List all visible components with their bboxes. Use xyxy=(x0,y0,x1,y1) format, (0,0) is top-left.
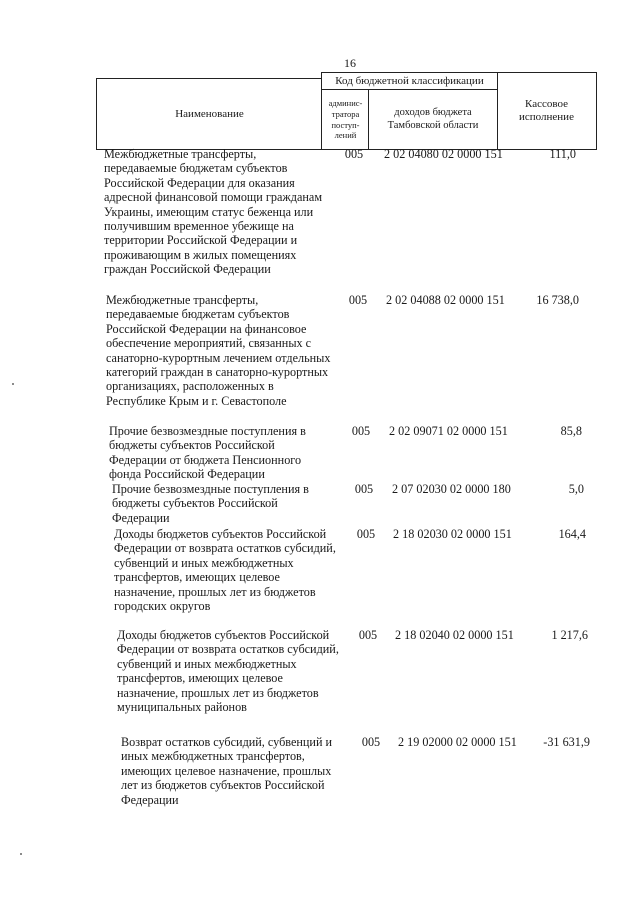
row-admin-code: 005 xyxy=(358,628,378,642)
header-income: доходов бюджета Тамбовской области xyxy=(368,89,498,150)
header-administrator: админис-тратора поступ-лений xyxy=(321,89,369,150)
scan-speck xyxy=(12,383,14,385)
page-number: 16 xyxy=(344,56,356,70)
row-name: Межбюджетные трансферты, передаваемые бюджетам субъектов Российской Федерации на финансовое обеспечение мероприятий, связанных с санаторно-курортным лечением отдельных категорий граждан в санаторно-курортных организациях, расположенных в Республике Крым и г. Севастополе xyxy=(106,293,331,408)
header-execution: Кассовое исполнение xyxy=(497,72,597,150)
row-income-code: 2 02 04080 02 0000 151 xyxy=(384,147,503,161)
row-amount: 111,0 xyxy=(549,147,576,161)
header-classification-group: Код бюджетной классификации xyxy=(321,72,498,90)
row-income-code: 2 18 02030 02 0000 151 xyxy=(393,527,512,541)
row-name: Доходы бюджетов субъектов Российской Федерации от возврата остатков субсидий, субвенций и иных межбюджетных трансфертов, имеющих целевое назначение, прошлых лет из бюджетов городских округов xyxy=(114,527,336,614)
row-amount: -31 631,9 xyxy=(543,735,590,749)
row-amount: 164,4 xyxy=(558,527,586,541)
row-admin-code: 005 xyxy=(356,527,376,541)
row-name: Прочие безвозмездные поступления в бюджеты субъектов Российской Федерации xyxy=(112,482,309,525)
header-name: Наименование xyxy=(96,78,322,150)
scan-speck xyxy=(20,853,22,855)
row-income-code: 2 07 02030 02 0000 180 xyxy=(392,482,511,496)
row-admin-code: 005 xyxy=(354,482,374,496)
row-admin-code: 005 xyxy=(348,293,368,307)
row-admin-code: 005 xyxy=(351,424,371,438)
row-income-code: 2 18 02040 02 0000 151 xyxy=(395,628,514,642)
row-admin-code: 005 xyxy=(361,735,381,749)
row-admin-code: 005 xyxy=(344,147,364,161)
row-income-code: 2 19 02000 02 0000 151 xyxy=(398,735,517,749)
row-amount: 85,8 xyxy=(560,424,582,438)
row-income-code: 2 02 04088 02 0000 151 xyxy=(386,293,505,307)
row-amount: 1 217,6 xyxy=(551,628,588,642)
row-income-code: 2 02 09071 02 0000 151 xyxy=(389,424,508,438)
row-name: Прочие безвозмездные поступления в бюджеты субъектов Российской Федерации от бюджета Пенсионного фонда Российской Федерации xyxy=(109,424,306,482)
row-name: Возврат остатков субсидий, субвенций и иных межбюджетных трансфертов, имеющих целевое назначение, прошлых лет из бюджетов субъектов Российской Федерации xyxy=(121,735,333,807)
row-name: Доходы бюджетов субъектов Российской Федерации от возврата остатков субсидий, субвенций и иных межбюджетных трансфертов, имеющих целевое назначение, прошлых лет из бюджетов муниципальных районов xyxy=(117,628,339,715)
row-name: Межбюджетные трансферты, передаваемые бюджетам субъектов Российской Федерации для оказания адресной финансовой помощи гражданам Украины, имеющим статус беженца или получившим временное убежище на территории Российской Федерации и проживающим в жилых помещениях граждан Российской Федерации xyxy=(104,147,323,277)
row-amount: 5,0 xyxy=(568,482,584,496)
row-amount: 16 738,0 xyxy=(536,293,579,307)
